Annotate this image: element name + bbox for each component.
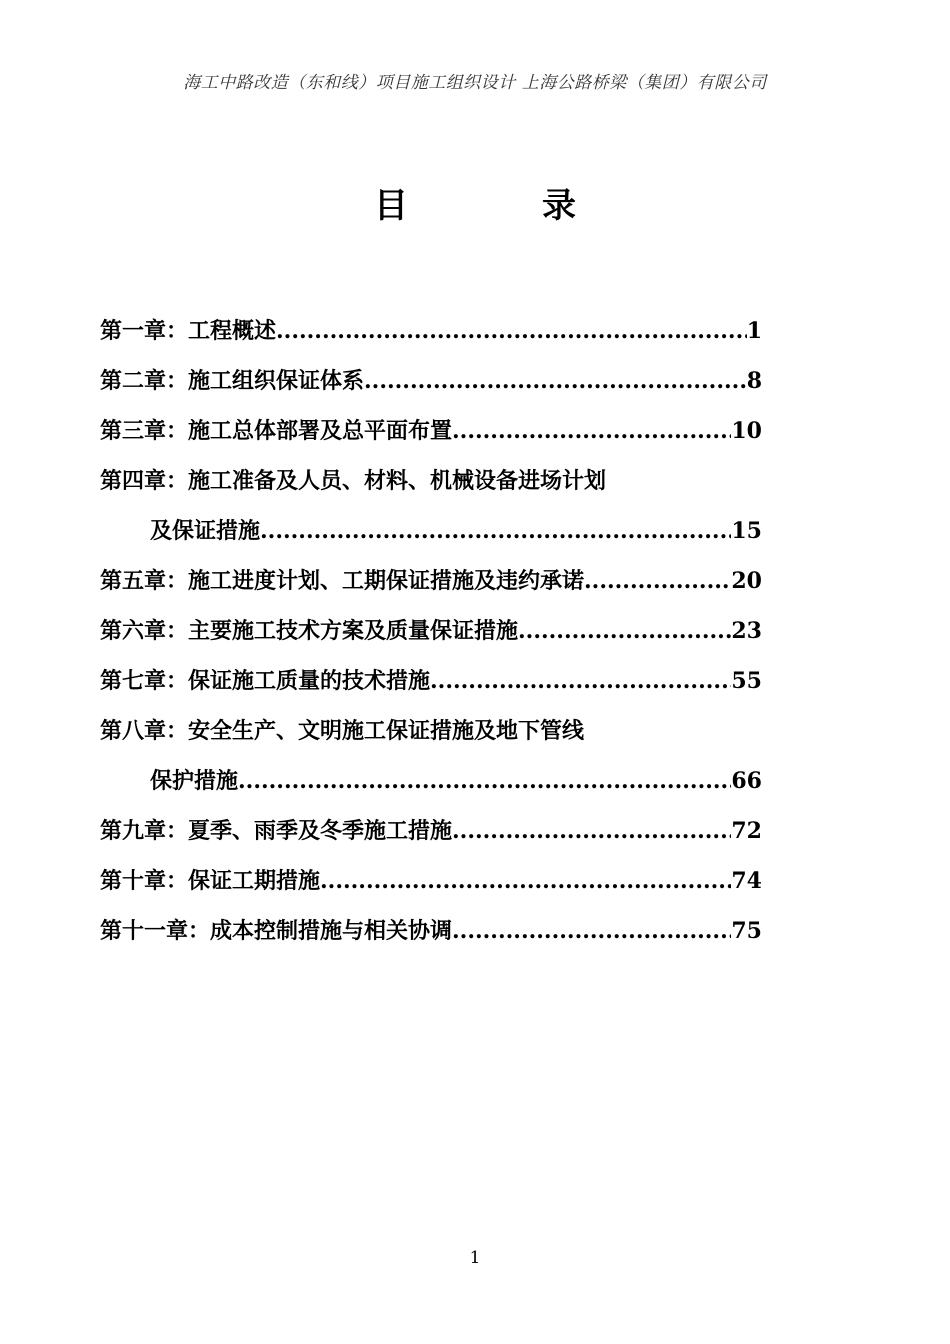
dot-leader	[238, 756, 731, 806]
toc-entry-chapter-3[interactable]	[100, 406, 762, 456]
toc-entry-label: 第十一章：成本控制措施与相关协调	[100, 918, 453, 944]
dot-leader	[276, 306, 747, 356]
dot-leader	[364, 356, 747, 406]
toc-entry-page: 8	[746, 368, 762, 394]
toc-entry-page: 55	[731, 668, 762, 694]
toc-title-char-1: 目	[374, 186, 408, 226]
toc-entry-chapter-8[interactable]	[100, 706, 762, 756]
toc-entry-chapter-10[interactable]	[100, 856, 762, 906]
toc-entry-label: 第三章：施工总体部署及总平面布置	[100, 418, 453, 444]
toc-entry-page: 74	[731, 868, 762, 894]
toc-entry-chapter-9[interactable]	[100, 806, 762, 856]
running-header: 海工中路改造（东和线）项目施工组织设计 上海公路桥梁（集团）有限公司	[183, 73, 767, 93]
toc-entry-page: 20	[731, 568, 762, 594]
toc-entry-chapter-7[interactable]	[100, 656, 762, 706]
toc-title-char-2: 录	[542, 186, 576, 226]
toc-entry-label: 第五章：施工进度计划、工期保证措施及违约承诺	[100, 568, 585, 594]
toc-entry-label: 第十章：保证工期措施	[100, 868, 321, 894]
dot-leader	[452, 406, 731, 456]
toc-entry-chapter-11[interactable]	[100, 906, 762, 956]
toc-entry-chapter-5[interactable]	[100, 556, 762, 606]
dot-leader	[452, 806, 731, 856]
toc-entry-label: 第九章：夏季、雨季及冬季施工措施	[100, 818, 453, 844]
dot-leader	[320, 856, 731, 906]
toc-entry-label: 第八章：安全生产、文明施工保证措施及地下管线	[100, 718, 585, 744]
page-number: 1	[469, 1248, 481, 1268]
dot-leader	[452, 906, 731, 956]
dot-leader	[518, 606, 731, 656]
toc-entry-page: 75	[731, 918, 762, 944]
toc-entry-label: 第七章：保证施工质量的技术措施	[100, 668, 431, 694]
toc-entry-page: 15	[731, 518, 762, 544]
table-of-contents	[100, 306, 762, 956]
toc-entry-page: 72	[731, 818, 762, 844]
toc-entry-chapter-8-continued[interactable]	[100, 756, 762, 806]
toc-entry-label: 第四章：施工准备及人员、材料、机械设备进场计划	[100, 468, 607, 494]
toc-title	[0, 178, 950, 227]
toc-entry-page: 66	[731, 768, 762, 794]
toc-entry-chapter-1[interactable]	[100, 306, 762, 356]
toc-entry-page: 23	[731, 618, 762, 644]
toc-entry-chapter-4-continued[interactable]	[100, 506, 762, 556]
toc-entry-chapter-4[interactable]	[100, 456, 762, 506]
dot-leader	[584, 556, 731, 606]
dot-leader	[430, 656, 731, 706]
toc-entry-label: 第二章：施工组织保证体系	[100, 368, 365, 394]
dot-leader	[260, 506, 731, 556]
toc-entry-page: 10	[731, 418, 762, 444]
toc-entry-label: 及保证措施	[150, 518, 261, 544]
toc-entry-label: 保护措施	[150, 768, 239, 794]
toc-entry-chapter-6[interactable]	[100, 606, 762, 656]
toc-entry-chapter-2[interactable]	[100, 356, 762, 406]
toc-entry-label: 第六章：主要施工技术方案及质量保证措施	[100, 618, 519, 644]
toc-entry-page: 1	[746, 318, 762, 344]
toc-entry-label: 第一章：工程概述	[100, 318, 277, 344]
